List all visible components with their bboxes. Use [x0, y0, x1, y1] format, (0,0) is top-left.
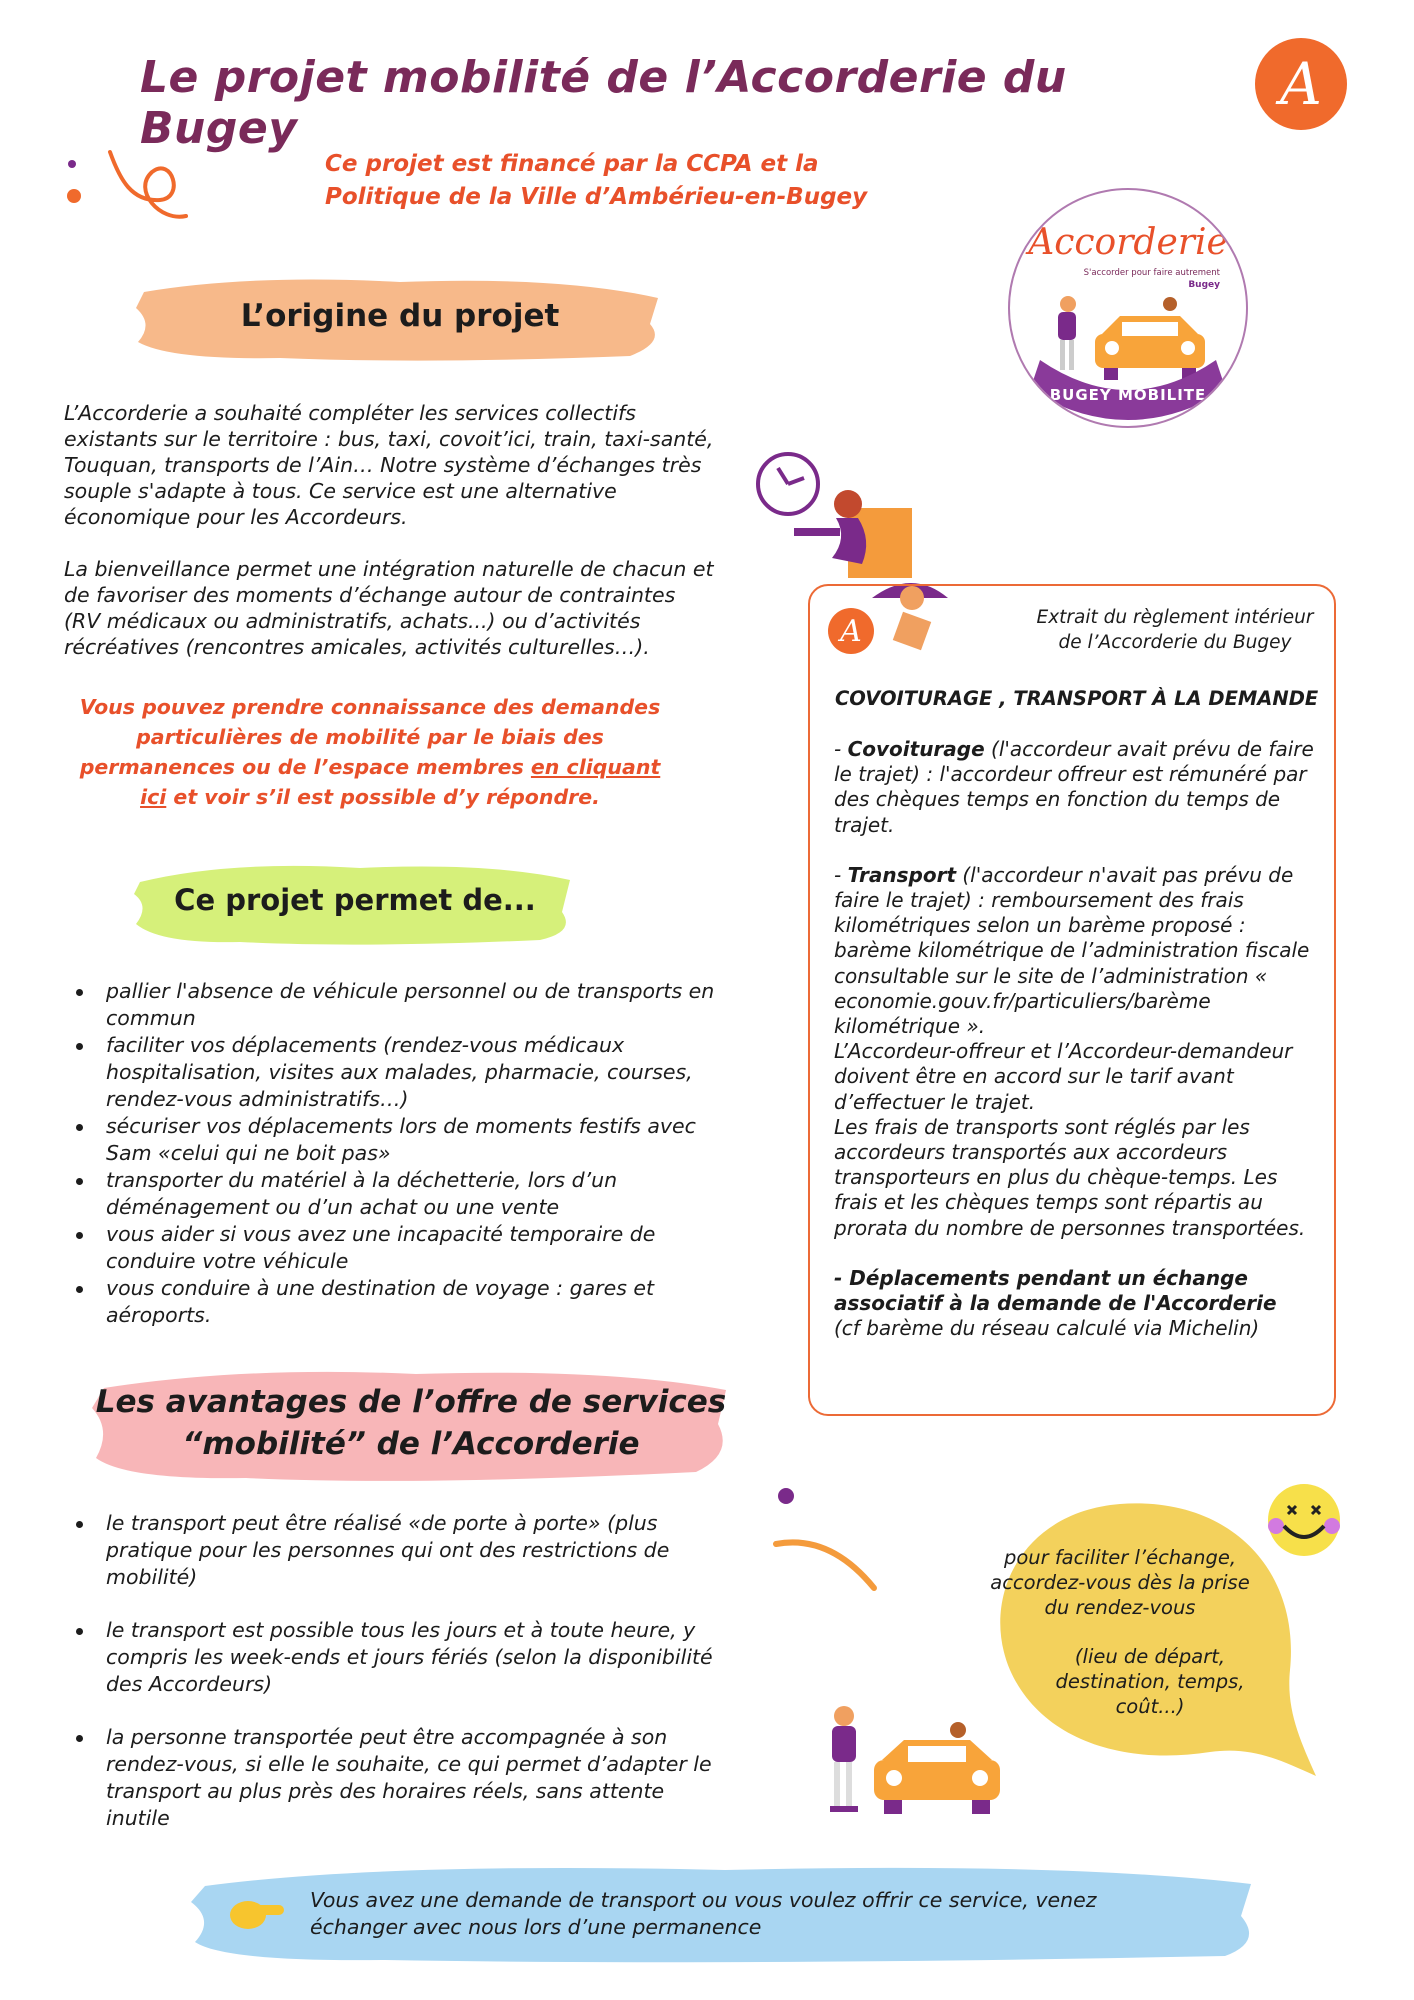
bubble-text: pour faciliter l’échange, accordez-vous dès la prise du rendez-vous (lieu de départ, destination, temps, coût...) — [990, 1546, 1250, 1718]
pointing-hand-icon — [228, 1893, 288, 1933]
smiley-icon — [1262, 1478, 1346, 1562]
list-item: faciliter vos déplacements (rendez-vous médicaux hospitalisation, visites aux malades, pharmacie, courses, rendez-vous administratifs…) — [64, 1032, 724, 1113]
list-item: le transport peut être réalisé «de porte à porte» (plus pratique pour les personnes qui ont des restrictions de mobilité) — [64, 1510, 724, 1591]
list-item: la personne transportée peut être accompagnée à son rendez-vous, si elle le souhaite, ce qui permet d’adapter le transport au plus près des horaires réels, sans attente inutile — [64, 1724, 724, 1832]
funding-note: Ce projet est financé par la CCPA et la Politique de la Ville d’Ambérieu-en-Bugey — [325, 151, 868, 210]
origin-heading-brush — [130, 268, 670, 364]
accorderie-logo-icon: A — [1255, 38, 1347, 130]
permet-heading: Ce projet permet de... — [174, 883, 536, 917]
list-item: pallier l'absence de véhicule personnel ou de transports en commun — [64, 978, 724, 1032]
reglement-heading: COVOITURAGE , TRANSPORT À LA DEMANDE — [835, 687, 1319, 710]
origin-text — [64, 400, 714, 660]
list-item: vous aider si vous avez une incapacité temporaire de conduire votre véhicule — [64, 1221, 724, 1275]
badge-region: Bugey — [1188, 280, 1220, 290]
avantages-list — [64, 1510, 724, 1832]
list-item: transporter du matériel à la déchetterie, lors d’un déménagement ou d’un achat ou une vente — [64, 1167, 724, 1221]
bugey-mobilite-badge — [1008, 188, 1248, 428]
badge-tagline: S'accorder pour faire autrement — [1083, 268, 1220, 278]
bottom-call-to-action: Vous avez une demande de transport ou vous voulez offrir ce service, venez échanger avec nous lors d’une permanence — [310, 1888, 1097, 1939]
avantages-heading: Les avantages de l’offre de services “mobilité” de l’Accorderie — [95, 1384, 727, 1462]
list-item: vous conduire à une destination de voyage : gares et aéroports. — [64, 1275, 724, 1329]
badge-ribbon-text: BUGEY MOBILITE — [1049, 386, 1207, 404]
badge-brand: Accorderie — [1028, 222, 1228, 263]
origin-paragraph-1: L’Accorderie a souhaité compléter les services collectifs existants sur le territoire : bus, taxi, covoit’ici, train, taxi-santé, Touquan, transports de l’Ain… Notre système d’échanges très souple s'adapte à tous. Ce service est une alternative économique pour les Accordeurs. — [64, 401, 714, 529]
avantages-heading-brush — [86, 1360, 736, 1486]
mobility-requests-note: Vous pouvez prendre connaissance des demandes particulières de mobilité par le biais des permanences ou de l’espace membres en cliquant ici et voir s’il est possible d’y répondre. — [79, 695, 661, 809]
squiggle-decoration-icon — [60, 140, 200, 230]
arc-decoration-icon — [770, 1484, 890, 1594]
reglement-text: - Covoiturage (l'accordeur avait prévu de faire le trajet) : l'accordeur offreur est rémunéré par des chèques temps en fonction du temps de trajet. - Transport (l'accordeur n'avait pas prévu de faire le trajet) : remboursement des frais kilométriques selon un barème proposé : barème kilométrique de l’administration fiscale consultable sur le site de l’administration « economie.gouv.fr/particuliers/barème kilométrique ». L’Accordeur-offreur et l’Accordeur-demandeur doivent être en accord sur le tarif avant d’effectuer le trajet. Les frais de transports sont réglés par les accordeurs transportés aux accordeurs transporteurs en plus du chèque-temps. Les frais et les chèques temps sont répartis au prorata du nombre de personnes transportées. - Déplacements pendant un échange associatif à la demande de l'Accorderie (cf barème du réseau calculé via Michelin) — [834, 737, 1314, 1341]
page-title: Le projet mobilité de l’Accorderie du Bugey — [140, 52, 1067, 154]
accorderie-logo-icon: A — [828, 608, 874, 654]
reglement-source: Extrait du règlement intérieur de l’Accorderie du Bugey — [1036, 607, 1314, 653]
origin-paragraph-2: La bienveillance permet une intégration naturelle de chacun et de favoriser des moments d’échange autour de contraintes (RV médicaux ou administratifs, achats...) ou d’activités récréatives (rencontres amicales, activités culturelles…). — [64, 557, 714, 659]
car-driver-illustration-icon — [810, 1700, 1010, 1830]
list-item: sécuriser vos déplacements lors de moments festifs avec Sam «celui qui ne boit pas» — [64, 1113, 724, 1167]
list-item: le transport est possible tous les jours et à toute heure, y compris les week-ends et jours fériés (selon la disponibilité des Accordeurs) — [64, 1617, 724, 1698]
click-here-link[interactable]: en cliquant ici — [140, 755, 661, 809]
permet-heading-brush — [130, 852, 580, 948]
origin-heading: L’origine du projet — [240, 298, 560, 334]
permet-list — [64, 978, 724, 1329]
